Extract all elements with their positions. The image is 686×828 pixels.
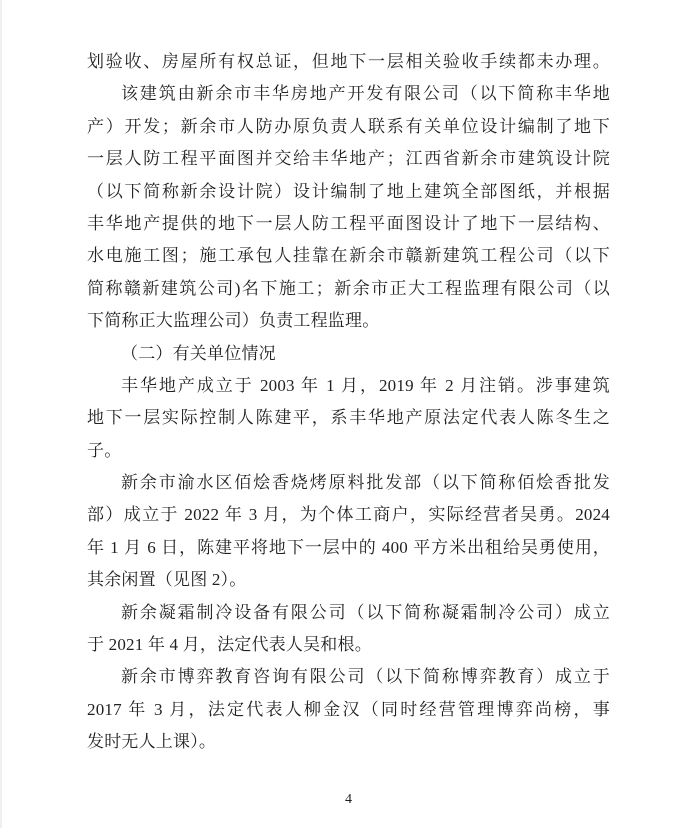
page-number: 4 <box>345 792 352 807</box>
section-heading: （二）有关单位情况 <box>121 343 276 364</box>
text-line: 划验收、房屋所有权总证，但地下一层相关验收手续都未办理。 <box>87 52 610 71</box>
text-line: 年 1 月 6 日，陈建平将地下一层中的 400 平方米出租给吴勇使用， <box>87 537 610 557</box>
text-line: 产）开发；新余市人防办原负责人联系有关单位设计编制了地下 <box>87 116 610 136</box>
text-line: 丰华地产成立于 2003 年 1 月，2019 年 2 月注销。涉事建筑 <box>121 375 610 395</box>
document-body <box>87 46 610 759</box>
text-line: 发时无人上课）。 <box>87 732 217 752</box>
text-line: 新余凝霜制冷设备有限公司（以下简称凝霜制冷公司）成立 <box>121 602 610 622</box>
text-line: 该建筑由新余市丰华房地产开发有限公司（以下简称丰华地 <box>121 84 610 104</box>
text-line: 于 2021 年 4 月，法定代表人吴和根。 <box>87 635 372 655</box>
text-line: 地下一层实际控制人陈建平，系丰华地产原法定代表人陈冬生之 <box>87 408 610 428</box>
text-line: 水电施工图；施工承包人挂靠在新余市赣新建筑工程公司（以下 <box>87 246 610 266</box>
text-line: 新余市渝水区佰烩香烧烤原料批发部（以下简称佰烩香批发 <box>121 473 610 493</box>
text-line: 简称赣新建筑公司)名下施工；新余市正大工程监理有限公司（以 <box>87 278 610 298</box>
text-line: 丰华地产提供的地下一层人防工程平面图设计了地下一层结构、 <box>87 213 610 233</box>
text-line: 2017 年 3 月，法定代表人柳金汉（同时经营管理博弈尚榜，事 <box>87 699 610 719</box>
text-line: （以下简称新余设计院）设计编制了地上建筑全部图纸，并根据 <box>87 181 610 201</box>
text-line: 其余闲置（见图 2）。 <box>87 570 247 590</box>
text-line: 下简称正大监理公司）负责工程监理。 <box>87 311 380 331</box>
text-line: 子。 <box>87 440 122 460</box>
page-footer <box>87 790 610 810</box>
text-line: 新余市博弈教育咨询有限公司（以下简称博弈教育）成立于 <box>121 667 610 687</box>
text-line: 一层人防工程平面图并交给丰华地产；江西省新余市建筑设计院 <box>87 149 610 169</box>
text-line: 部）成立于 2022 年 3 月，为个体工商户，实际经营者吴勇。2024 <box>87 505 610 525</box>
